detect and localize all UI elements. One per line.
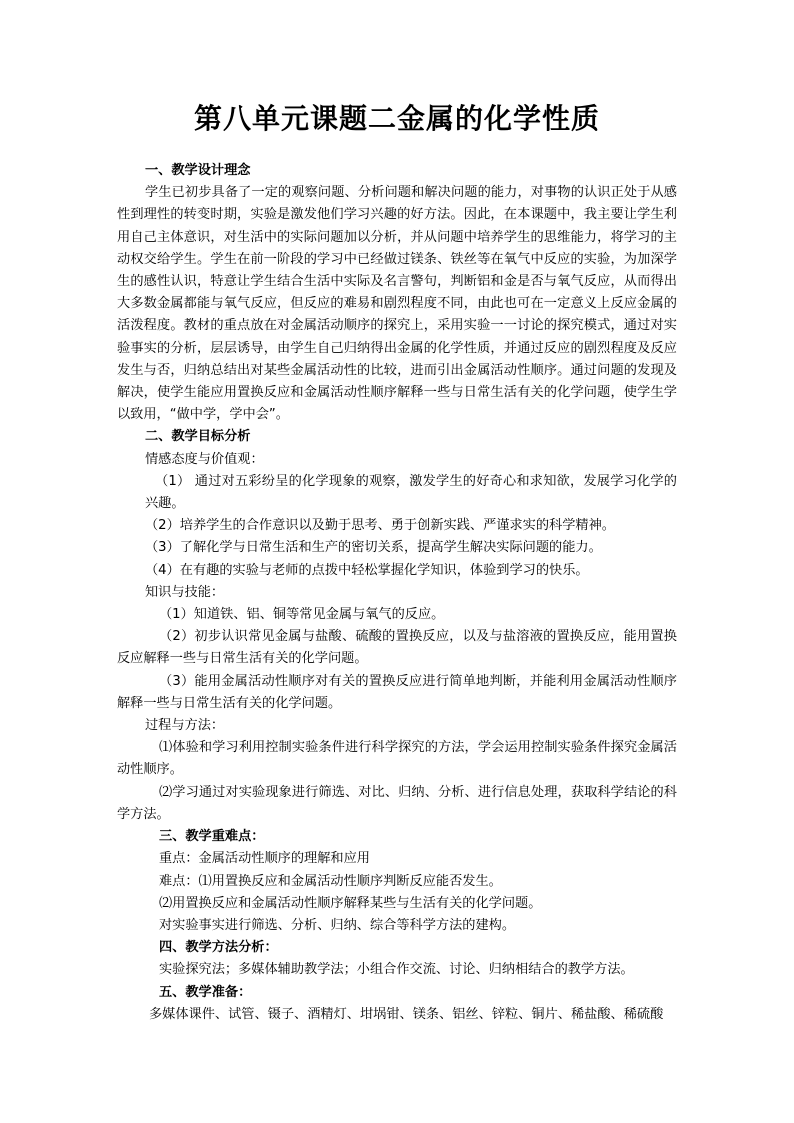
sub-label-emotion: 情感态度与价值观： (145, 451, 264, 467)
difficult-point-1: 难点：⑴用置换反应和金属活动性顺序判断反应能否发生。 (159, 873, 502, 889)
process-item-2: ⑵学习通过对实验现象进行筛选、对比、归纳、分析、进行信息处理，获取科学结论的科学方法。 (117, 784, 677, 822)
section-heading-2: 二、教学目标分析 (145, 429, 251, 445)
page-title: 第八单元课题二金属的化学性质 (193, 102, 600, 135)
emotion-item-4: （4）在有趣的实验与老师的点拨中轻松掌握化学知识，体验到学习的快乐。 (145, 562, 589, 578)
key-point: 重点：金属活动性顺序的理解和应用 (159, 851, 370, 867)
sub-label-process: 过程与方法： (145, 718, 225, 734)
section-heading-4: 四、教学方法分析： (159, 940, 278, 956)
section-heading-3: 三、教学重难点： (159, 829, 265, 845)
section-heading-1: 一、教学设计理念 (145, 163, 251, 178)
section-heading-5: 五、教学准备： (159, 984, 252, 1000)
emotion-item-2: （2）培养学生的合作意识以及勤于思考、勇于创新实践、严谨求实的科学精神。 (145, 518, 615, 534)
difficult-point-3: 对实验事实进行筛选、分析、归纳、综合等科学方法的建构。 (159, 917, 516, 933)
emotion-item-3: （3）了解化学与日常生活和生产的密切关系，提高学生解决实际问题的能力。 (145, 540, 602, 556)
paragraph-design-concept: 学生已初步具备了一定的观察问题、分析问题和解决问题的能力，对事物的认识正处于从感性到理性的转变时期，实验是激发他们学习兴趣的好方法。因此，在本课题中，我主要让学生利用自己主体意识，对生活中的实际问题加以分析，并从问题中培养学生的思维能力，将学习的主动权交给学生。学生在前一阶段的学习中已经做过镁条、铁丝等在氧气中反应的实验，为加深学生的感性认识，特意让学生结合生活中实际及名言警句，判断铝和金是否与氧气反应，从而得出大多数金属都能与氧气反应，但反应的难易和剧烈程度不同，由此也可在一定意义上反应金属的活泼程度。教材的重点放在对金属活动顺序的探究上，采用实验一一讨论的探究模式，通过对实验事实的分析，层层诱导，由学生自己归纳得出金属的化学性质，并通过反应的剧烈程度及反应发生与否，归纳总结出对某些金属活动性的比较，进而引出金属活动性顺序。通过问题的发现及解决，使学生能应用置换反应和金属活动性顺序解释一些与日常生活有关的化学问题，使学生学以致用，“做中学，学中会”。 (117, 185, 677, 423)
knowledge-item-2: （2）初步认识常见金属与盐酸、硫酸的置换反应，以及与盐溶液的置换反应，能用置换反应解释一些与日常生活有关的化学问题。 (117, 629, 677, 667)
difficult-point-2: ⑵用置换反应和金属活动性顺序解释某些与生活有关的化学问题。 (159, 895, 542, 911)
knowledge-item-3: （3）能用金属活动性顺序对有关的置换反应进行简单地判断，并能利用金属活动性顺序解释一些与日常生活有关的化学问题。 (117, 673, 677, 711)
method-paragraph: 实验探究法；多媒体辅助教学法；小组合作交流、讨论、归纳相结合的教学方法。 (159, 962, 634, 978)
sub-label-knowledge: 知识与技能： (145, 584, 225, 600)
document-body (117, 160, 677, 1026)
preparation-paragraph: 多媒体课件、试管、镊子、酒精灯、坩埚钳、镁条、铝丝、锌粒、铜片、稀盐酸、稀硫酸 (149, 1006, 664, 1022)
emotion-item-1: （1） 通过对五彩纷呈的化学现象的观察，激发学生的好奇心和求知欲，发展学习化学的兴趣。 (145, 473, 677, 512)
process-item-1: ⑴体验和学习利用控制实验条件进行科学探究的方法，学会运用控制实验条件探究金属活动性顺序。 (117, 740, 677, 778)
knowledge-item-1: （1）知道铁、铝、铜等常见金属与氧气的反应。 (159, 607, 445, 623)
